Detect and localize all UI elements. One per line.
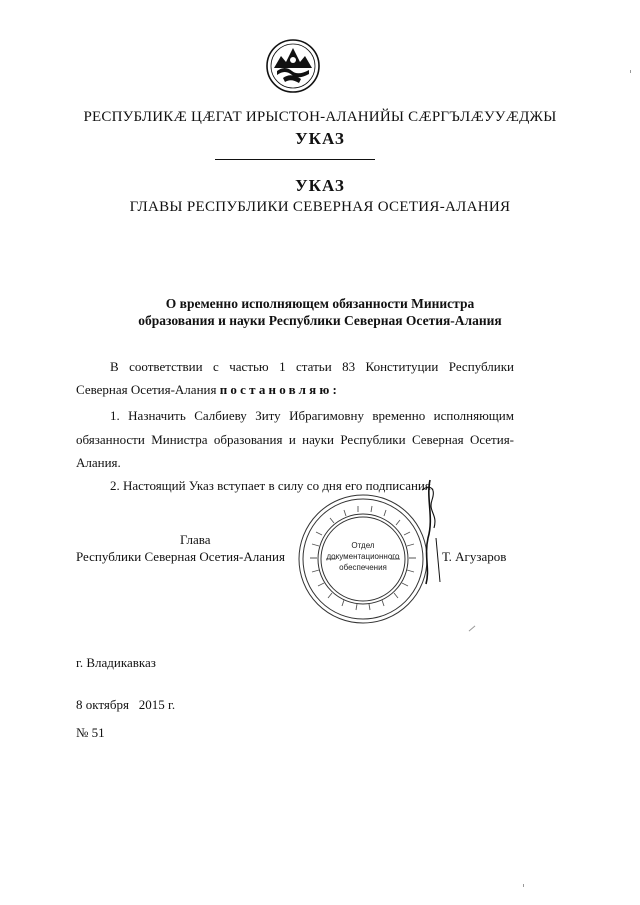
header-ukaz-top: УКАЗ — [295, 129, 345, 148]
paragraph-2-line-1: 1. Назначить Салбиеву Зиту Ибрагимовну временно исполняющим — [110, 408, 514, 423]
scan-artifact — [523, 884, 524, 887]
paragraph-2-line-2: обязанности Министра образования и науки Республики Северная Осетия- — [76, 432, 514, 447]
document-title-line1: О временно исполняющем обязанности Министра — [165, 296, 475, 311]
document-title-line2: образования и науки Республики Северная Осетия-Алания — [138, 313, 502, 328]
document-city: г. Владикавказ — [76, 655, 156, 670]
coat-of-arms-emblem — [265, 38, 321, 94]
paragraph-1-line-1: В соответствии с частью 1 статьи 83 Конституции Республики — [110, 359, 514, 374]
header-ossetian-title: РЕСПУБЛИКӔ ЦӔГАТ ИРЫСТОН-АЛАНИЙЫ СӔРГЪЛӔУУӔДЖЫ — [83, 109, 557, 125]
header-subtitle: ГЛАВЫ РЕСПУБЛИКИ СЕВЕРНАЯ ОСЕТИЯ-АЛАНИЯ — [129, 199, 511, 215]
signatory-name: Т. Агузаров — [442, 549, 507, 564]
seal-text-line1: Отдел — [351, 541, 375, 550]
paragraph-1-prefix: Северная Осетия-Алания — [76, 382, 217, 397]
scan-artifact — [469, 626, 476, 632]
decree-keyword: постановляю: — [219, 382, 341, 397]
document-number: № 51 — [76, 725, 105, 740]
paragraph-1-line-2 — [76, 382, 514, 398]
seal-text-line3: обеспечения — [339, 563, 387, 572]
header-ukaz-main: УКАЗ — [295, 176, 345, 195]
signature-position-line2: Республики Северная Осетия-Алания — [76, 549, 285, 564]
handwritten-signature — [400, 478, 460, 588]
signature-position-line1: Глава — [180, 532, 211, 547]
seal-text-line2: документационного — [326, 552, 400, 561]
document-date: 8 октября 2015 г. — [76, 697, 176, 712]
scan-artifact — [630, 70, 631, 73]
paragraph-2-line-3: Алания. — [76, 455, 121, 470]
paragraph-3: 2. Настоящий Указ вступает в силу со дня его подписания. — [110, 478, 435, 493]
header-divider — [215, 159, 375, 160]
